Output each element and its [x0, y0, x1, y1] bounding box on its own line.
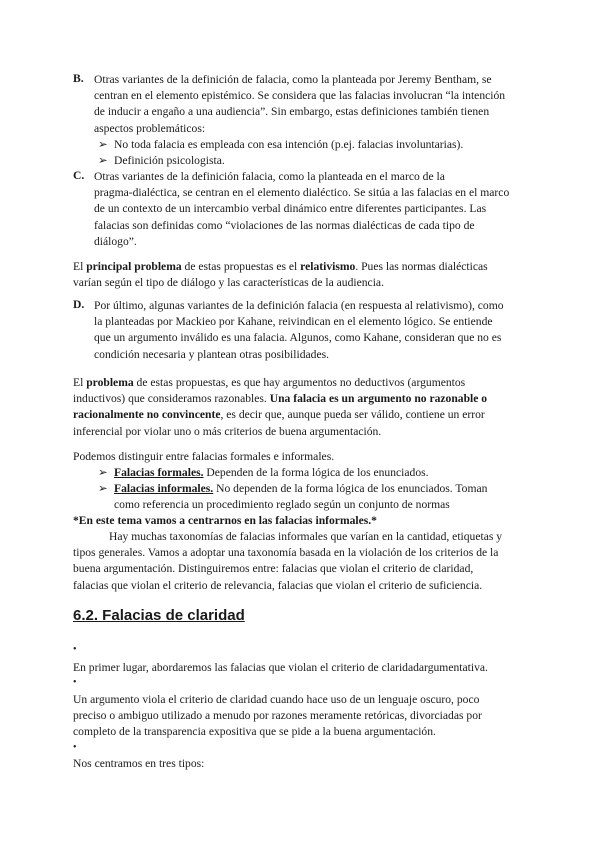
- sub-item-continuation: [114, 497, 534, 513]
- sub-item-text: Definición psicologista.: [114, 154, 225, 167]
- list-item-b: [73, 72, 528, 137]
- text: de estas propuestas es el: [181, 260, 301, 273]
- section-heading: 6.2. Falacias de claridad: [73, 607, 245, 624]
- bullet-icon: •: [73, 677, 77, 688]
- bullet-icon: •: [73, 644, 77, 655]
- sub-item-formal: [98, 465, 528, 481]
- relativism-paragraph: [73, 259, 528, 291]
- sub-item-text: No toda falacia es empleada con esa intención (p.ej. falacias involuntarias).: [114, 138, 464, 151]
- text: completo de la transparencia expositiva que se pide a la buena argumentación.: [73, 725, 436, 739]
- text: No dependen de la forma lógica de los enunciados. Toman: [213, 482, 488, 495]
- item-line: de un contexto de un intercambio verbal dinámico entre diferentes participantes. Las: [94, 202, 487, 216]
- bold-text: problema: [86, 376, 134, 389]
- text: inductivos) que consideramos razonables.: [73, 392, 270, 406]
- text: de estas propuestas, es que hay argumentos no deductivos (argumentos: [133, 376, 466, 389]
- taxonomy-paragraph: [73, 529, 528, 594]
- bold-text: principal problema: [86, 260, 182, 273]
- sub-item: [98, 137, 518, 153]
- bold-text: *En este tema vamos a centrarnos en las falacias informales.*: [73, 514, 377, 527]
- text: Un argumento viola el criterio de claridad cuando hace uso de un lenguaje oscuro, poco: [73, 693, 480, 706]
- item-line: Por último, algunas variantes de la definición falacia (en respuesta al relativismo), como: [94, 299, 504, 312]
- list-item-c: [73, 169, 528, 250]
- text: tipos generales. Vamos a adoptar una taxonomía basada en la violación de los criterios de la: [73, 546, 499, 560]
- item-line: Otras variantes de la definición falacia, como la planteada en el marco de la: [94, 170, 445, 183]
- item-line: de inducir a engaño a una audiencia”. Sin embargo, estas definiciones también tienen: [94, 105, 490, 119]
- sub-item: [98, 153, 518, 169]
- item-line: pragma-dialéctica, se centran en el elemento dialéctico. Se sitúa a las falacias en el marco: [94, 186, 510, 200]
- item-line: Otras variantes de la definición de falacia, como la planteada por Jeremy Bentham, se: [94, 73, 492, 86]
- text: Dependen de la forma lógica de los enunciados.: [203, 466, 429, 479]
- text: buena argumentación. Distinguiremos entre: falacias que violan el criterio de claridad,: [73, 562, 474, 576]
- text: Nos centramos en tres tipos:: [73, 757, 205, 770]
- text: , es decir que, aunque pueda ser válido, contiene un error: [220, 408, 485, 422]
- arrow-bullet-icon: ➢: [98, 138, 108, 151]
- item-line: aspectos problemáticos:: [94, 121, 206, 135]
- item-line: que un argumento inválido es una falacia. Algunos, como Kahane, consideran que no es: [94, 331, 502, 345]
- item-marker: D.: [73, 298, 85, 311]
- focus-note: [73, 513, 528, 529]
- informal-label: Falacias informales.: [114, 482, 214, 495]
- item-line: condición necesaria y plantean otras posibilidades.: [94, 347, 330, 361]
- sub-item-informal: [98, 481, 528, 497]
- text: varían según el tipo de diálogo y las características de la audiencia.: [73, 276, 384, 290]
- text: . Pues las normas dialécticas: [355, 260, 488, 273]
- item-marker: C.: [73, 169, 85, 182]
- bullet-icon: •: [73, 742, 77, 753]
- arrow-bullet-icon: ➢: [98, 482, 108, 495]
- clarity-paragraph-3: [73, 756, 528, 772]
- text: como referencia un procedimiento reglado según un conjunto de normas: [114, 498, 450, 511]
- clarity-paragraph-2: [73, 692, 528, 741]
- bold-text: racionalmente no convincente: [73, 408, 221, 422]
- bold-text: relativismo: [300, 260, 356, 273]
- text: preciso o ambiguo utilizado a menudo por razones meramente retóricas, divorciadas por: [73, 709, 482, 723]
- arrow-bullet-icon: ➢: [98, 466, 108, 479]
- text: falacias que violan el criterio de relevancia, falacias que violan el criterio de suficiencia.: [73, 578, 483, 592]
- item-line: centran en el elemento epistémico. Se considera que las falacias involucran “la intención: [94, 89, 506, 103]
- item-line: la planteadas por Mackieo por Kahane, reivindican en el elemento lógico. Se entiende: [94, 315, 493, 329]
- problem-paragraph: [73, 375, 528, 440]
- text: El: [73, 260, 87, 273]
- item-marker: B.: [73, 72, 84, 85]
- bold-text: Una falacia es un argumento no razonable o: [269, 392, 488, 406]
- distinguish-paragraph: [73, 449, 528, 465]
- text: Hay muchas taxonomías de falacias informales que varían en la cantidad, etiquetas y: [109, 530, 503, 543]
- item-line: falacias son definidas como “violaciones de las normas dialécticas de cada tipo de: [94, 218, 475, 232]
- clarity-paragraph-1: [73, 660, 528, 676]
- formal-label: Falacias formales.: [114, 466, 204, 479]
- item-line: diálogo”.: [94, 234, 137, 248]
- text: En primer lugar, abordaremos las falacias que violan el criterio de claridadargumentativa.: [73, 661, 488, 674]
- text: El: [73, 376, 87, 389]
- text: inferencial por violar uno o más criterios de buena argumentación.: [73, 424, 382, 438]
- text: Podemos distinguir entre falacias formales e informales.: [73, 450, 335, 463]
- list-item-d: [73, 298, 528, 363]
- arrow-bullet-icon: ➢: [98, 154, 108, 167]
